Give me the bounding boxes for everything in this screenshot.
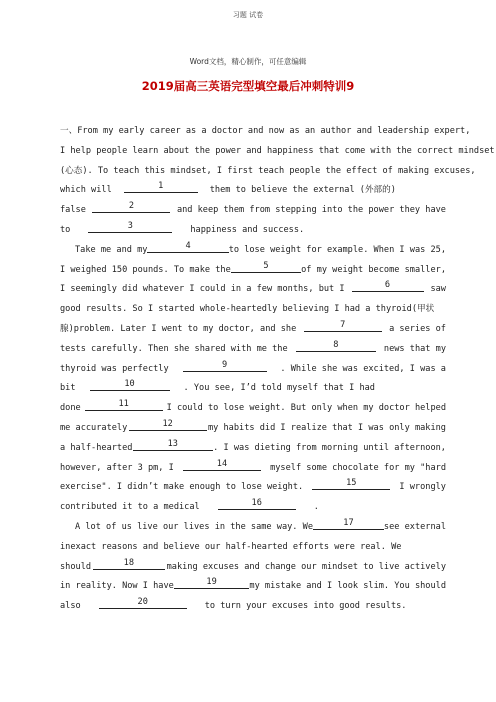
page-title: 2019届高三英语完型填空最后冲刺特训9 [141, 79, 355, 93]
blank-10[interactable]: 10 [90, 379, 170, 391]
passage [60, 122, 495, 617]
line-text: 一、From my early career as a doctor and now as an author and leadership expert, [60, 126, 471, 136]
line-text: should [60, 561, 92, 572]
text-line [60, 340, 446, 360]
line-text: to [60, 224, 71, 235]
blank-7[interactable]: 7 [304, 320, 382, 332]
line-text: . You see, I’d told myself that I had [183, 383, 375, 394]
text-line [60, 459, 446, 479]
blank-9[interactable]: 9 [183, 360, 267, 372]
line-text: a half-hearted [60, 442, 133, 453]
text-line [60, 201, 446, 221]
line-text: to lose weight for example. When I was 25, [228, 244, 446, 255]
line-text: I help people learn about the power and happiness that come with the correct mindset [60, 145, 495, 156]
blank-2[interactable]: 2 [92, 201, 170, 213]
line-text: (心态). To teach this mindset, I first teach people the effect of making excuses, [60, 165, 476, 176]
line-text: . [313, 502, 319, 513]
blank-11[interactable]: 11 [85, 399, 163, 411]
line-text: see external [383, 521, 446, 532]
text-line [60, 280, 446, 300]
text-line [60, 261, 446, 281]
line-text: done [60, 403, 81, 414]
text-line [60, 518, 446, 538]
line-text: tests carefully. Then she shared with me the [60, 343, 288, 354]
blank-19[interactable]: 19 [174, 577, 250, 589]
line-text: myself some chocolate for my "hard [270, 462, 446, 473]
text-line [60, 320, 446, 340]
line-text: Take me and my [75, 244, 148, 255]
blank-15[interactable]: 15 [312, 478, 390, 490]
text-line [60, 162, 476, 182]
text-line [60, 300, 446, 320]
blank-20[interactable]: 20 [99, 597, 187, 609]
line-text: I wrongly [399, 482, 446, 493]
text-line [60, 558, 446, 578]
line-text: contributed it to a medical [60, 502, 200, 513]
blank-16[interactable]: 16 [218, 498, 296, 510]
line-text: however, after 3 pm, I [60, 462, 174, 473]
line-text: A lot of us live our lives in the same way. We [75, 521, 313, 532]
text-line [60, 597, 446, 617]
blank-4[interactable]: 4 [147, 241, 228, 253]
blank-8[interactable]: 8 [296, 340, 376, 352]
line-text: inexact reasons and believe our half-hearted efforts were real. We [60, 541, 402, 552]
line-text: me accurately [60, 422, 128, 433]
blank-1[interactable]: 1 [124, 181, 198, 193]
text-line [60, 221, 446, 241]
text-line [60, 498, 446, 518]
line-text: bit [60, 383, 76, 394]
blank-5[interactable]: 5 [231, 261, 301, 273]
blank-12[interactable]: 12 [129, 419, 207, 431]
line-text: . I was dieting from morning until afternoon, [213, 442, 446, 453]
text-line [60, 538, 446, 558]
line-text: my habits did I realize that I was only making [207, 422, 446, 433]
text-line [60, 241, 446, 261]
header-note: 习题 试卷 [232, 11, 264, 19]
line-text: to turn your excuses into good results. [204, 601, 407, 612]
text-line [60, 439, 446, 459]
line-text: making excuses and change our mindset to live actively [166, 561, 446, 572]
line-text: thyroid was perfectly [60, 363, 169, 374]
text-line [60, 181, 446, 201]
text-line [60, 379, 446, 399]
line-text: a series of [389, 323, 446, 334]
text-line [60, 419, 446, 439]
header-subnote: Word文档，精心制作，可任意编辑 [189, 57, 307, 66]
blank-13[interactable]: 13 [133, 439, 213, 451]
blank-6[interactable]: 6 [352, 280, 424, 292]
line-text: saw [430, 284, 446, 295]
line-text: which will [60, 185, 112, 196]
line-text: I weighed 150 pounds. To make the [60, 264, 231, 275]
blank-18[interactable]: 18 [93, 558, 165, 570]
line-text: news that my [383, 343, 446, 354]
line-text: my mistake and I look slim. You should [249, 581, 446, 592]
line-text: good results. So I started whole-heartedly believing I had a thyroid(甲状 [60, 304, 435, 315]
line-text: false [60, 205, 86, 216]
line-text: I could to lose weight. But only when my doctor helped [166, 403, 446, 414]
text-line [60, 478, 446, 498]
line-text: 腺)problem. Later I went to my doctor, and she [60, 323, 297, 334]
line-text: I seemingly did whatever I could in a few months, but I [60, 284, 345, 295]
text-line [60, 360, 446, 380]
line-text: and keep them from stepping into the power they have [176, 205, 446, 216]
line-text: them to believe the external (外部的) [209, 185, 396, 196]
text-line [60, 122, 471, 142]
blank-3[interactable]: 3 [88, 221, 172, 233]
line-text: in reality. Now I have [60, 581, 174, 592]
blank-17[interactable]: 17 [313, 518, 384, 530]
line-text: happiness and success. [190, 224, 305, 235]
text-line [60, 142, 495, 162]
text-line [60, 577, 446, 597]
line-text: . While she was excited, I was a [280, 363, 446, 374]
blank-14[interactable]: 14 [183, 459, 261, 471]
line-text: also [60, 601, 81, 612]
line-text: exercise". I didn’t make enough to lose weight. [60, 482, 304, 493]
line-text: of my weight become smaller, [301, 264, 446, 275]
text-line [60, 399, 446, 419]
